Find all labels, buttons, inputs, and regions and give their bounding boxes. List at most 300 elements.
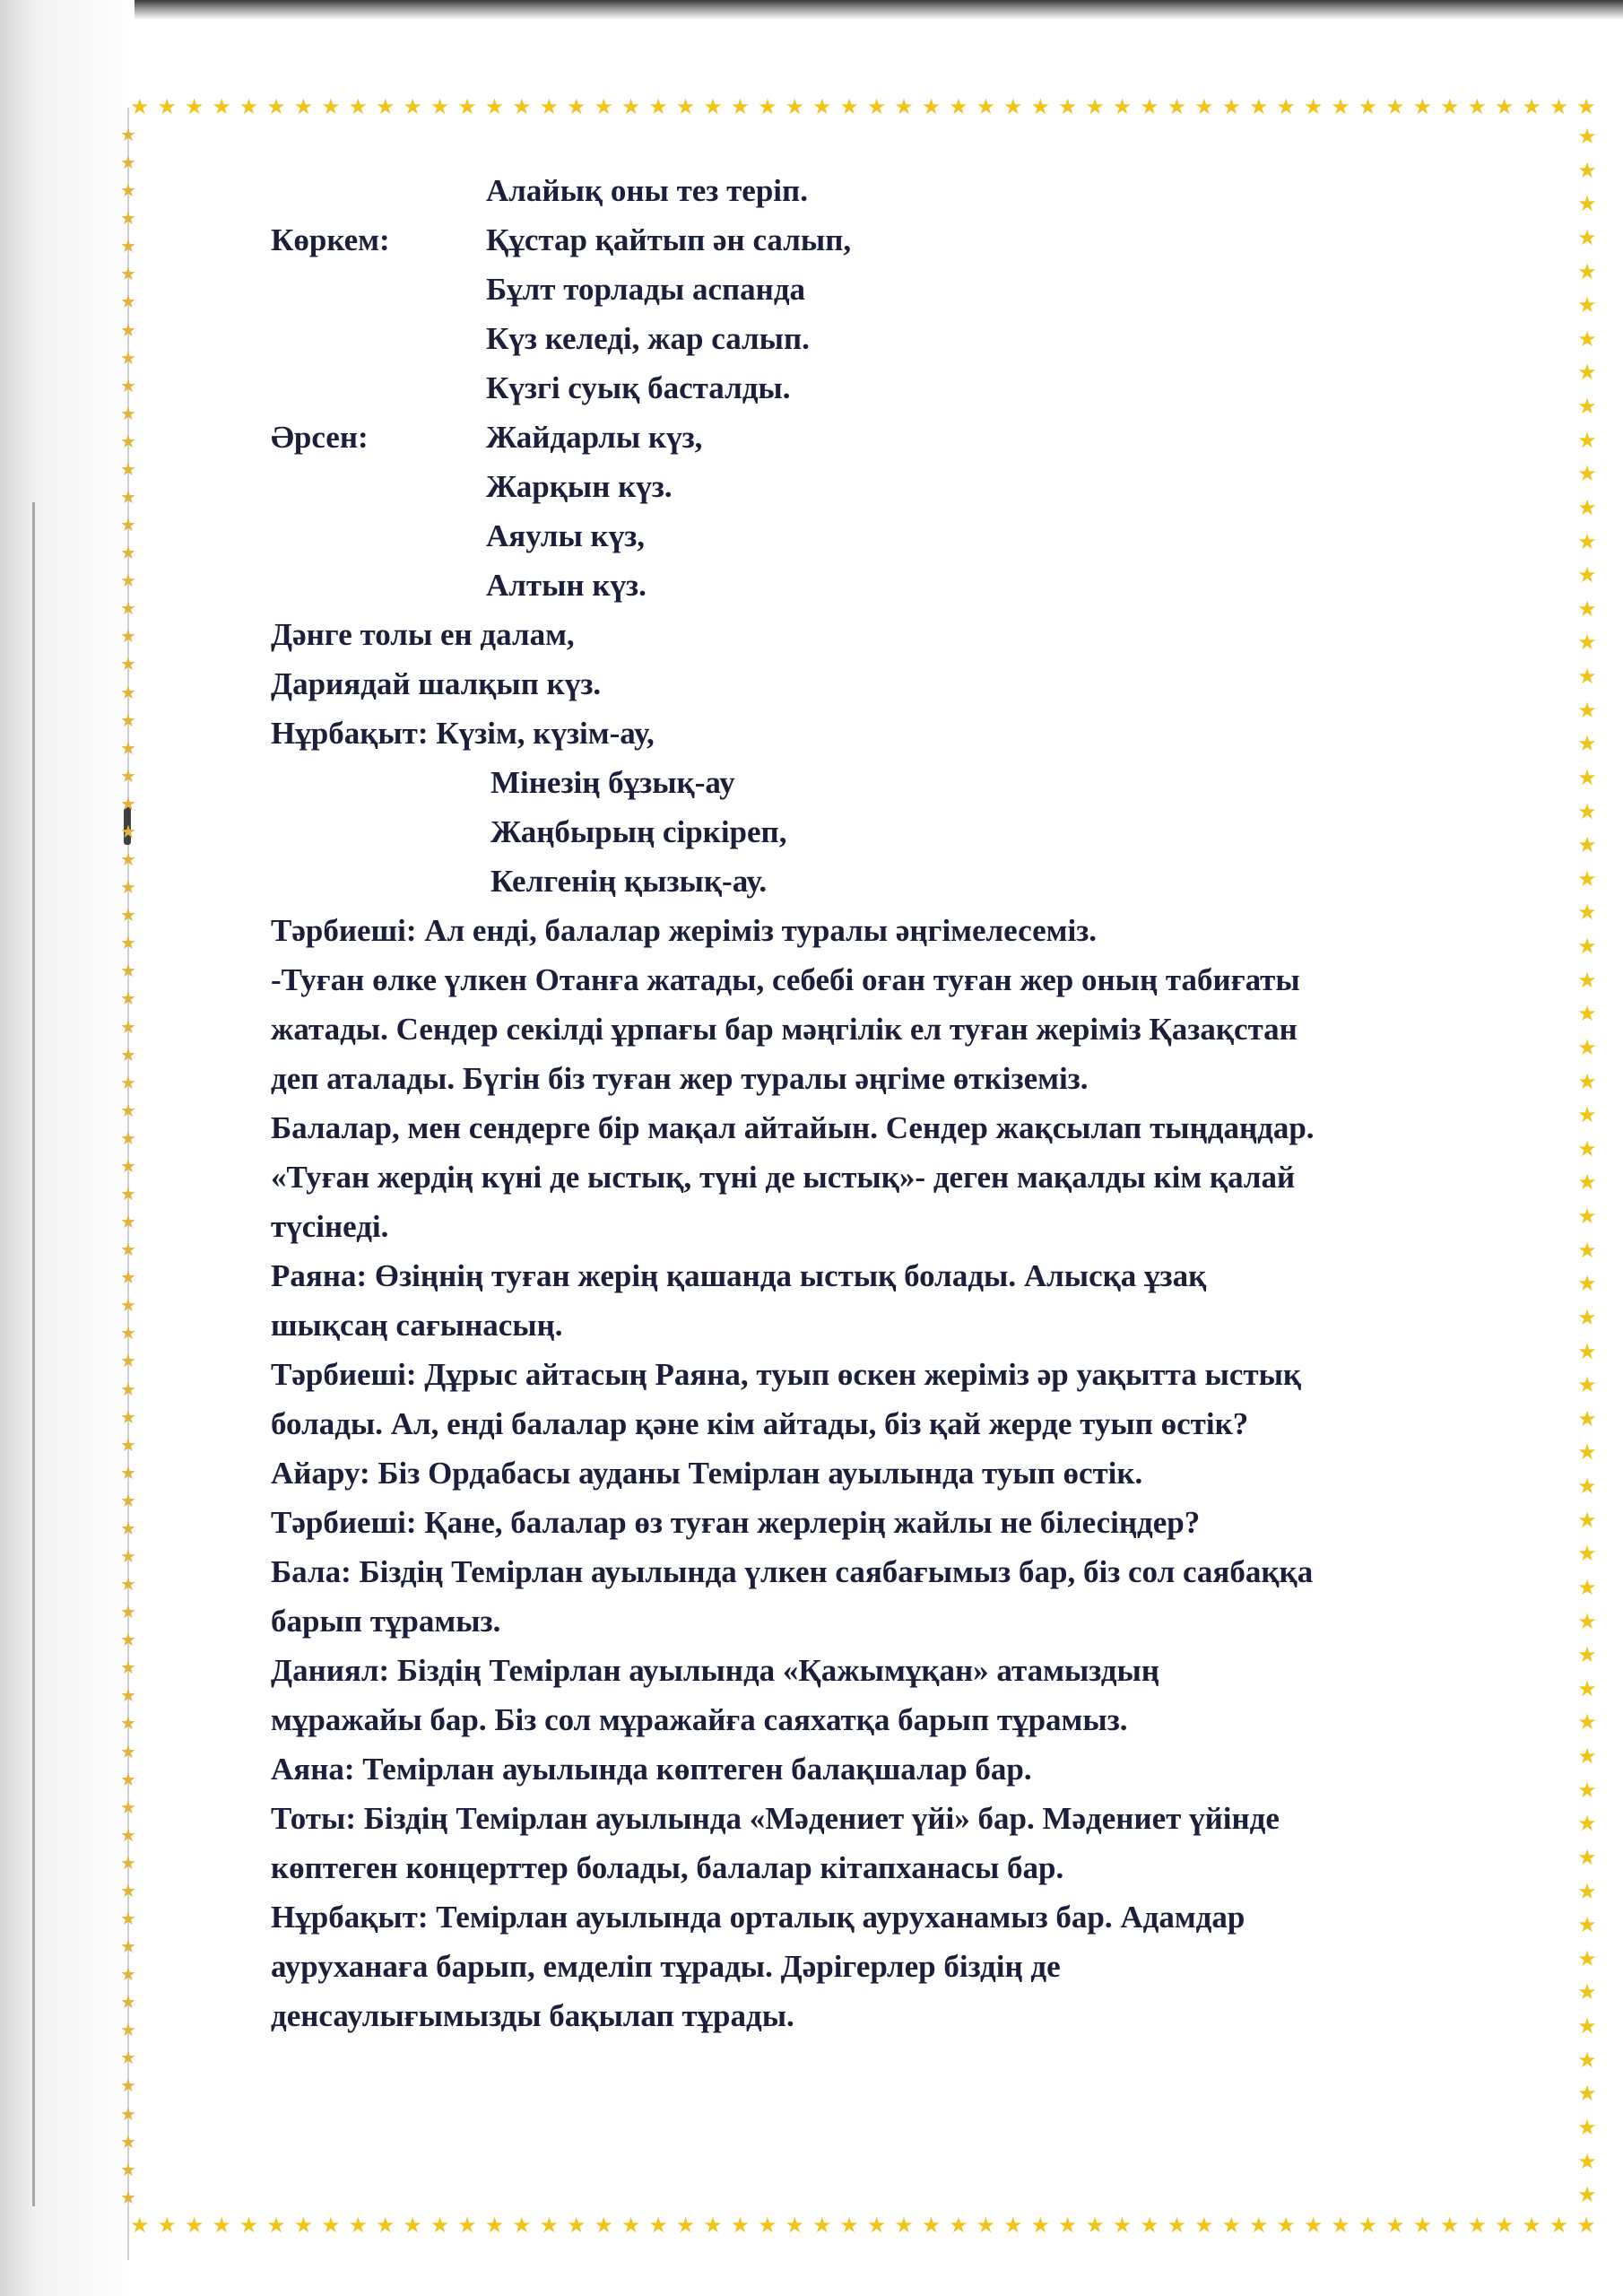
star-icon: ★ [785, 2213, 805, 2238]
star-icon: ★ [484, 94, 505, 119]
star-icon: ★ [1412, 94, 1433, 119]
star-icon: ★ [1331, 94, 1350, 119]
star-icon: ★ [348, 2213, 369, 2238]
star-icon: ★ [1494, 94, 1515, 119]
text-line [271, 215, 1562, 265]
text-line [271, 1054, 1562, 1103]
star-icon: ★ [567, 94, 586, 119]
star-icon: ★ [1276, 94, 1296, 119]
star-icon: ★ [839, 2213, 859, 2238]
star-icon: ★ [1577, 2081, 1597, 2107]
text-line [271, 1942, 1562, 1991]
line-text: денсаулығымызды бақылап тұрады. [271, 1998, 794, 2033]
star-icon: ★ [1577, 157, 1597, 183]
star-icon: ★ [375, 2213, 395, 2238]
star-icon: ★ [921, 94, 942, 119]
star-icon: ★ [812, 94, 832, 119]
star-icon: ★ [120, 1629, 136, 1651]
star-icon: ★ [675, 2213, 696, 2238]
text-line [271, 166, 1562, 215]
star-icon: ★ [120, 1796, 136, 1818]
star-icon: ★ [120, 1266, 136, 1289]
star-icon: ★ [321, 94, 341, 119]
star-icon: ★ [1577, 1338, 1597, 1364]
star-icon: ★ [1577, 1439, 1597, 1465]
star-icon: ★ [266, 94, 286, 119]
text-line [271, 709, 1562, 758]
star-icon: ★ [130, 2213, 150, 2238]
star-icon: ★ [1577, 191, 1597, 217]
star-icon: ★ [120, 2019, 136, 2041]
line-text: Алтын күз. [486, 568, 647, 603]
star-icon: ★ [1577, 1068, 1597, 1094]
star-icon: ★ [1577, 1642, 1597, 1668]
star-icon: ★ [976, 94, 996, 119]
star-icon: ★ [120, 1126, 136, 1149]
star-icon: ★ [921, 2213, 942, 2238]
star-icon: ★ [1577, 292, 1597, 318]
star-icon: ★ [839, 94, 859, 119]
star-icon: ★ [120, 346, 136, 369]
star-icon: ★ [866, 2213, 887, 2238]
star-icon: ★ [1577, 2047, 1597, 2073]
line-text: Бала: Біздің Темірлан ауылында үлкен саябағымыз бар, біз сол саябаққа [271, 1554, 1314, 1589]
star-icon: ★ [120, 235, 136, 257]
star-icon: ★ [120, 514, 136, 536]
speaker-name: Көркем: [271, 222, 390, 257]
star-icon: ★ [785, 94, 805, 119]
scan-edge-left [0, 0, 135, 2296]
star-icon: ★ [348, 94, 369, 119]
star-icon: ★ [1003, 2213, 1023, 2238]
star-icon: ★ [120, 1573, 136, 1596]
star-icon: ★ [1577, 764, 1597, 790]
line-text: деп аталады. Бүгін біз туған жер туралы әңгіме өткіземіз. [271, 1061, 1089, 1096]
text-line [271, 1251, 1562, 1300]
star-icon: ★ [120, 1015, 136, 1038]
text-line [271, 1103, 1562, 1152]
page-crease [32, 502, 35, 2206]
star-icon: ★ [1412, 2213, 1433, 2238]
star-icon: ★ [1577, 1034, 1597, 1060]
star-icon: ★ [120, 1043, 136, 1065]
line-text: Раяна: Өзіңнің туған жерің қашанда ыстық болады. Алысқа ұзақ [271, 1258, 1207, 1293]
text-line [271, 314, 1562, 363]
text-line [271, 955, 1562, 1004]
star-icon: ★ [120, 1935, 136, 1958]
star-icon: ★ [1577, 1135, 1597, 1161]
star-icon: ★ [120, 1211, 136, 1233]
star-icon: ★ [1030, 2213, 1050, 2238]
star-icon: ★ [120, 653, 136, 675]
star-icon: ★ [512, 94, 532, 119]
line-text: Тәрбиеші: Ал енді, балалар жеріміз туралы әңгімелесеміз. [271, 913, 1098, 948]
text-line [271, 1547, 1562, 1596]
star-icon: ★ [120, 1768, 136, 1790]
star-icon: ★ [1577, 2182, 1597, 2208]
star-icon: ★ [120, 1712, 136, 1735]
line-text: Жарқын күз. [486, 469, 673, 504]
star-icon: ★ [120, 792, 136, 814]
line-text: Жайдарлы күз, [486, 420, 703, 455]
star-icon: ★ [120, 318, 136, 341]
star-icon: ★ [266, 2213, 286, 2238]
star-icon: ★ [120, 736, 136, 759]
star-icon: ★ [120, 2130, 136, 2152]
text-line [271, 807, 1562, 857]
line-text: Құстар қайтып ән салып, [486, 222, 852, 257]
star-icon: ★ [1577, 1405, 1597, 1431]
line-text: Айару: Біз Ордабасы ауданы Темірлан ауылында туып өстік. [271, 1456, 1143, 1491]
star-icon: ★ [120, 542, 136, 564]
star-icon: ★ [1577, 1507, 1597, 1533]
star-icon: ★ [484, 2213, 505, 2238]
star-icon: ★ [1440, 2213, 1460, 2238]
line-text: Даниял: Біздің Темірлан ауылында «Қажымұқан» атамыздың [271, 1653, 1159, 1688]
star-icon: ★ [1576, 94, 1596, 119]
star-icon: ★ [120, 402, 136, 424]
text-line [271, 1744, 1562, 1794]
star-icon: ★ [894, 2213, 914, 2238]
text-line [271, 758, 1562, 807]
text-line [271, 1152, 1562, 1202]
line-text: Тәрбиеші: Дұрыс айтасың Раяна, туып өскен жеріміз әр уақытта ыстық [271, 1357, 1302, 1392]
star-icon: ★ [1577, 1979, 1597, 2005]
star-icon: ★ [1577, 1878, 1597, 1904]
star-icon: ★ [1577, 461, 1597, 487]
star-icon: ★ [403, 94, 422, 119]
star-icon: ★ [758, 94, 777, 119]
star-icon: ★ [120, 1908, 136, 1929]
text-line [271, 1596, 1562, 1646]
star-icon: ★ [430, 2213, 450, 2238]
star-icon: ★ [1003, 94, 1023, 119]
text-line [271, 906, 1562, 955]
star-icon: ★ [1577, 360, 1597, 386]
star-icon: ★ [120, 152, 136, 174]
star-icon: ★ [1467, 94, 1487, 119]
star-icon: ★ [1577, 2148, 1597, 2174]
star-icon: ★ [120, 1182, 136, 1205]
star-icon: ★ [120, 1378, 136, 1400]
text-line [271, 1350, 1562, 1399]
text-line [271, 857, 1562, 906]
star-icon: ★ [512, 2213, 532, 2238]
star-icon: ★ [1194, 94, 1214, 119]
star-icon: ★ [157, 2213, 177, 2238]
star-icon: ★ [403, 2213, 422, 2238]
star-icon: ★ [1576, 2213, 1596, 2238]
star-icon: ★ [1331, 2213, 1350, 2238]
star-icon: ★ [120, 1489, 136, 1511]
star-icon: ★ [1303, 94, 1324, 119]
star-icon: ★ [1577, 224, 1597, 250]
star-icon: ★ [120, 430, 136, 452]
star-icon: ★ [120, 1350, 136, 1372]
star-icon: ★ [703, 2213, 723, 2238]
star-icon: ★ [430, 94, 450, 119]
text-line [271, 1794, 1562, 1843]
star-icon: ★ [1577, 1912, 1597, 1938]
star-icon: ★ [976, 2213, 996, 2238]
line-text: көптеген концерттер болады, балалар кітапханасы бар. [271, 1850, 1064, 1885]
star-icon: ★ [1577, 1204, 1597, 1229]
star-icon: ★ [120, 1991, 136, 2013]
line-text: жатады. Сендер секілді ұрпағы бар мәңгілік ел туған жеріміз Қазақстан [271, 1012, 1298, 1047]
star-icon: ★ [1549, 94, 1569, 119]
star-icon: ★ [949, 2213, 968, 2238]
star-icon: ★ [1577, 1102, 1597, 1128]
star-icon: ★ [120, 681, 136, 703]
line-text: Нұрбақыт: Темірлан ауылында орталық ауруханамыз бар. Адамдар [271, 1900, 1245, 1935]
star-icon: ★ [1522, 2213, 1541, 2238]
star-icon: ★ [1112, 2213, 1133, 2238]
star-icon: ★ [120, 1684, 136, 1707]
star-icon: ★ [594, 2213, 613, 2238]
star-icon: ★ [1358, 2213, 1378, 2238]
document-body [271, 166, 1562, 2040]
star-icon: ★ [1577, 1271, 1597, 1297]
star-icon: ★ [1577, 1744, 1597, 1769]
star-icon: ★ [1248, 94, 1269, 119]
star-icon: ★ [621, 2213, 641, 2238]
star-icon: ★ [1577, 967, 1597, 993]
star-icon: ★ [1577, 798, 1597, 824]
star-icon: ★ [1057, 94, 1078, 119]
scan-edge-top [0, 0, 1623, 20]
line-text: Дариядай шалқып күз. [271, 666, 602, 701]
star-icon: ★ [120, 1099, 136, 1121]
star-icon: ★ [1577, 934, 1597, 959]
text-line [271, 1646, 1562, 1695]
star-icon: ★ [1577, 1474, 1597, 1499]
star-icon: ★ [1167, 94, 1187, 119]
star-icon: ★ [457, 2213, 477, 2238]
line-text: Күз келеді, жар салып. [486, 321, 810, 356]
star-icon: ★ [120, 291, 136, 313]
star-icon: ★ [1440, 94, 1460, 119]
line-text: Дәнге толы ен далам, [271, 617, 575, 652]
star-icon: ★ [212, 2213, 231, 2238]
star-icon: ★ [594, 94, 613, 119]
star-icon: ★ [1577, 1844, 1597, 1870]
text-line [271, 1202, 1562, 1251]
star-icon: ★ [120, 1740, 136, 1762]
star-icon: ★ [120, 486, 136, 509]
star-icon: ★ [120, 932, 136, 954]
star-icon: ★ [120, 1154, 136, 1177]
star-icon: ★ [1577, 1675, 1597, 1701]
star-icon: ★ [1577, 427, 1597, 453]
star-icon: ★ [120, 1517, 136, 1539]
line-text: мұражайы бар. Біз сол мұражайға саяхатқа барып тұрамыз. [271, 1702, 1128, 1737]
star-icon: ★ [1549, 2213, 1569, 2238]
line-text: Тәрбиеші: Қане, балалар өз туған жерлерің жайлы не білесіңдер? [271, 1505, 1201, 1540]
line-text: барып тұрамыз. [271, 1604, 501, 1639]
text-line [271, 1300, 1562, 1350]
star-icon: ★ [1577, 832, 1597, 858]
star-icon: ★ [120, 263, 136, 285]
star-icon: ★ [157, 94, 177, 119]
star-border-right [1574, 126, 1601, 2206]
star-icon: ★ [1494, 2213, 1515, 2238]
star-icon: ★ [120, 1601, 136, 1623]
star-icon: ★ [120, 1963, 136, 1986]
star-icon: ★ [1140, 94, 1159, 119]
star-icon: ★ [703, 94, 723, 119]
text-line [271, 610, 1562, 659]
text-line [271, 1399, 1562, 1448]
star-icon: ★ [539, 94, 560, 119]
star-icon: ★ [1577, 1170, 1597, 1196]
text-line [271, 363, 1562, 413]
star-icon: ★ [812, 2213, 832, 2238]
star-icon: ★ [949, 94, 968, 119]
star-icon: ★ [648, 2213, 668, 2238]
line-text: «Туған жердің күні де ыстық, түні де ыстық»- деген мақалды кім қалай [271, 1160, 1296, 1195]
star-icon: ★ [1577, 494, 1597, 520]
star-icon: ★ [1030, 94, 1050, 119]
star-icon: ★ [1140, 2213, 1159, 2238]
star-icon: ★ [293, 2213, 314, 2238]
star-icon: ★ [120, 2047, 136, 2069]
star-icon: ★ [1577, 1001, 1597, 1027]
star-icon: ★ [730, 94, 751, 119]
star-icon: ★ [1577, 1541, 1597, 1567]
text-line [271, 1843, 1562, 1892]
star-icon: ★ [1085, 94, 1105, 119]
star-icon: ★ [120, 1239, 136, 1261]
star-icon: ★ [120, 1823, 136, 1846]
star-icon: ★ [675, 94, 696, 119]
text-line [271, 413, 1562, 462]
star-icon: ★ [758, 2213, 777, 2238]
text-line [271, 1498, 1562, 1547]
star-icon: ★ [130, 94, 150, 119]
star-icon: ★ [1057, 2213, 1078, 2238]
star-icon: ★ [120, 1294, 136, 1317]
star-icon: ★ [120, 1433, 136, 1456]
star-icon: ★ [1577, 326, 1597, 352]
line-text: Нұрбақыт: Күзім, күзім-ау, [271, 716, 655, 751]
star-icon: ★ [120, 904, 136, 926]
star-icon: ★ [730, 2213, 751, 2238]
line-text: Күзгі суық басталды. [486, 370, 791, 405]
star-icon: ★ [120, 1071, 136, 1093]
star-icon: ★ [120, 457, 136, 480]
star-icon: ★ [120, 820, 136, 842]
star-icon: ★ [539, 2213, 560, 2238]
star-icon: ★ [1577, 900, 1597, 926]
star-icon: ★ [120, 876, 136, 899]
star-icon: ★ [120, 764, 136, 787]
star-icon: ★ [1085, 2213, 1105, 2238]
line-text: Мінезің бұзық-ау [490, 765, 735, 800]
text-line [271, 1004, 1562, 1054]
star-icon: ★ [1467, 2213, 1487, 2238]
star-icon: ★ [120, 1657, 136, 1679]
star-border-top [130, 93, 1596, 120]
star-icon: ★ [1577, 1811, 1597, 1837]
star-icon: ★ [120, 1461, 136, 1483]
star-icon: ★ [894, 94, 914, 119]
star-icon: ★ [1577, 731, 1597, 757]
star-icon: ★ [1577, 664, 1597, 689]
star-icon: ★ [866, 94, 887, 119]
star-icon: ★ [1577, 630, 1597, 656]
line-text: түсінеді. [271, 1209, 389, 1244]
star-icon: ★ [1577, 2013, 1597, 2039]
star-icon: ★ [1577, 1304, 1597, 1330]
star-icon: ★ [1577, 1372, 1597, 1398]
star-icon: ★ [184, 94, 204, 119]
star-icon: ★ [1167, 2213, 1187, 2238]
star-icon: ★ [120, 1405, 136, 1428]
line-text: Алайық оны тез теріп. [486, 173, 808, 208]
star-icon: ★ [1221, 2213, 1242, 2238]
star-icon: ★ [120, 374, 136, 396]
star-icon: ★ [1577, 1608, 1597, 1634]
star-icon: ★ [1577, 528, 1597, 554]
star-icon: ★ [120, 1544, 136, 1567]
text-line [271, 265, 1562, 314]
star-icon: ★ [1577, 258, 1597, 284]
star-icon: ★ [1112, 94, 1133, 119]
star-icon: ★ [457, 94, 477, 119]
star-icon: ★ [1577, 1574, 1597, 1600]
line-text: болады. Ал, енді балалар қәне кім айтады, біз қай жерде туып өстік? [271, 1406, 1249, 1441]
star-icon: ★ [621, 94, 641, 119]
star-icon: ★ [239, 94, 259, 119]
text-line [271, 511, 1562, 561]
star-icon: ★ [1577, 865, 1597, 891]
text-line [271, 1448, 1562, 1498]
star-border-left [118, 126, 138, 2206]
line-text: Келгенің қызық-ау. [490, 864, 768, 899]
text-line [271, 659, 1562, 709]
star-icon: ★ [1276, 2213, 1296, 2238]
star-icon: ★ [120, 1322, 136, 1344]
text-line [271, 1892, 1562, 1942]
star-icon: ★ [120, 597, 136, 620]
star-icon: ★ [1577, 562, 1597, 588]
star-icon: ★ [120, 625, 136, 648]
speaker-name: Әрсен: [271, 420, 369, 455]
star-icon: ★ [120, 709, 136, 731]
text-line [271, 1991, 1562, 2040]
star-icon: ★ [1221, 94, 1242, 119]
star-icon: ★ [120, 207, 136, 230]
text-line [271, 462, 1562, 511]
star-icon: ★ [1577, 124, 1597, 149]
star-icon: ★ [1194, 2213, 1214, 2238]
star-icon: ★ [212, 94, 231, 119]
star-icon: ★ [293, 94, 314, 119]
star-icon: ★ [375, 94, 395, 119]
star-icon: ★ [239, 2213, 259, 2238]
star-icon: ★ [120, 2158, 136, 2180]
star-icon: ★ [120, 1851, 136, 1874]
star-icon: ★ [120, 987, 136, 1010]
line-text: шықсаң сағынасың. [271, 1308, 563, 1343]
star-icon: ★ [120, 2186, 136, 2208]
star-icon: ★ [1248, 2213, 1269, 2238]
line-text: Аяна: Темірлан ауылында көптеген балақшалар бар. [271, 1752, 1032, 1787]
star-icon: ★ [120, 1879, 136, 1901]
star-icon: ★ [321, 2213, 341, 2238]
star-icon: ★ [1577, 2114, 1597, 2140]
star-icon: ★ [120, 2074, 136, 2097]
